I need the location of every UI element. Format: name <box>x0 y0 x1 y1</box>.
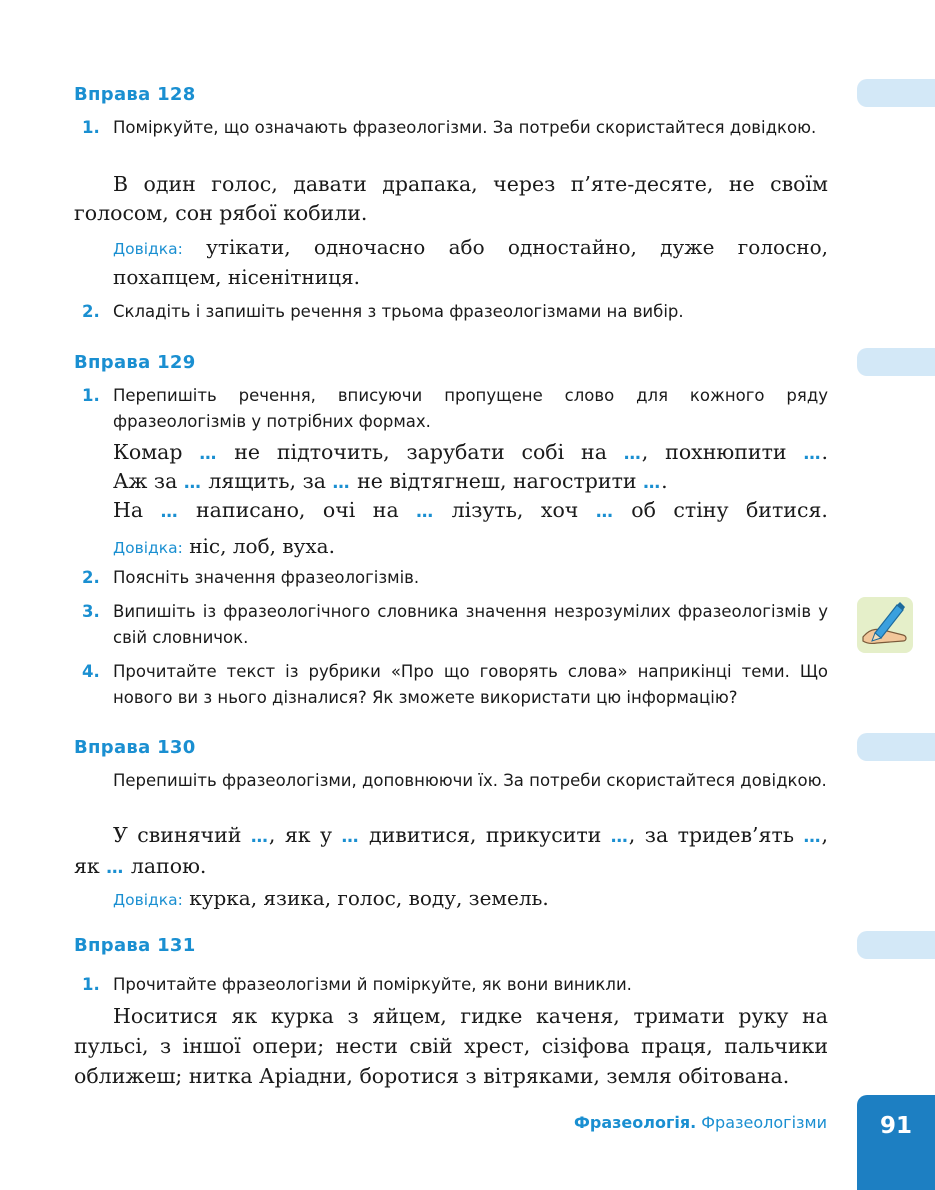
task-number: 2. <box>82 568 100 587</box>
blank-dots: … <box>250 827 269 847</box>
blank-dots: … <box>803 827 822 847</box>
blank-dots: … <box>106 858 125 878</box>
blank-dots: … <box>803 444 822 464</box>
blank-dots: … <box>610 827 629 847</box>
task-number: 4. <box>82 662 100 681</box>
blank-dots: … <box>623 444 642 464</box>
phrase-part: Комар <box>113 440 183 464</box>
task-item <box>74 659 828 711</box>
task-item <box>74 972 828 998</box>
task-text: Перепишіть фразеологізми, доповнюючи їх. За потреби скористайтеся довідкою. <box>113 771 827 790</box>
blank-dots: … <box>332 473 351 493</box>
exercise-title: Вправа 130 <box>74 737 196 758</box>
phrase-part: , за тридев’ять <box>628 823 794 847</box>
phrase-part: не відтягнеш, нагострити <box>357 469 637 493</box>
phrase-part: . <box>821 440 828 464</box>
phrase-paragraph: В один голос, давати драпака, через п’яте-десяте, не своїм голосом, сон рябої кобили. <box>74 172 828 225</box>
phrase-part: об стіну битися. <box>631 498 828 522</box>
phrase-paragraph: Носитися як курка з яйцем, гидке каченя, тримати руку на пульсі, з іншої опери; нести свій хрест, сізіфова праця, пальчики оближеш; нитка Аріадни, боротися з вітряками, земля обітована. <box>74 1004 828 1088</box>
task-item <box>74 768 828 794</box>
task-item <box>74 599 828 651</box>
task-item <box>74 115 828 141</box>
phrase-part: лящить, за <box>208 469 326 493</box>
phrase-paragraph <box>74 821 828 883</box>
running-footer <box>574 1113 827 1132</box>
task-item <box>74 565 828 591</box>
blank-dots: … <box>341 827 360 847</box>
phrase-part: , як <box>74 823 828 878</box>
phrase-line <box>113 467 828 498</box>
blank-dots: … <box>199 444 218 464</box>
task-text: Випишіть із фразеологічного словника значення незрозумілих фразеологізмів у свій словничок. <box>113 602 828 647</box>
task-number: 1. <box>82 975 100 994</box>
phrase-line <box>113 438 828 469</box>
phrase-part: Аж за <box>113 469 178 493</box>
reference-block <box>113 532 828 562</box>
page-number: 91 <box>857 1095 935 1190</box>
side-tab <box>857 348 935 376</box>
task-number: 1. <box>82 118 100 137</box>
task-number: 3. <box>82 602 100 621</box>
exercise-title: Вправа 128 <box>74 84 196 105</box>
side-tab <box>857 79 935 107</box>
phrase-part: , похнюпити <box>641 440 787 464</box>
blank-dots: … <box>416 502 435 522</box>
task-text: Прочитайте фразеологізми й поміркуйте, як вони виникли. <box>113 975 632 994</box>
phrase-part: . <box>661 469 668 493</box>
task-item <box>74 299 828 325</box>
blank-dots: … <box>160 502 179 522</box>
task-number: 1. <box>82 386 100 405</box>
phrase-part: На <box>113 498 144 522</box>
reference-text: утікати, одночасно або одностайно, дуже голосно, похапцем, нісенітниця. <box>113 235 828 289</box>
task-text: Перепишіть речення, вписуючи пропущене слово для кожного ряду фразеологізмів у потрібних формах. <box>113 386 828 431</box>
blank-dots: … <box>595 502 614 522</box>
blank-dots: … <box>643 473 662 493</box>
side-tab <box>857 931 935 959</box>
footer-section: Фразеологія. <box>574 1113 697 1132</box>
reference-block <box>113 233 828 291</box>
task-number: 2. <box>82 302 100 321</box>
pencil-hand-icon <box>857 597 913 653</box>
phrase-part: У свинячий <box>113 823 242 847</box>
phrase-part: лізуть, хоч <box>451 498 579 522</box>
reference-block <box>113 884 828 914</box>
phrase-part: , як у <box>268 823 333 847</box>
reference-label: Довідка: <box>113 891 183 909</box>
phrase-line <box>113 496 828 527</box>
task-text: Прочитайте текст із рубрики «Про що говорять слова» наприкінці теми. Що нового ви з нього дізналися? Як зможете використати цю інформацію? <box>113 662 828 707</box>
task-text: Поміркуйте, що означають фразеологізми. За потреби скористайтеся довідкою. <box>113 118 817 137</box>
blank-dots: … <box>183 473 202 493</box>
exercise-title: Вправа 129 <box>74 352 196 373</box>
exercise-title: Вправа 131 <box>74 935 196 956</box>
phrase-part: не підточить, зарубати собі на <box>234 440 607 464</box>
phrase-part: лапою. <box>130 854 207 878</box>
reference-label: Довідка: <box>113 539 183 557</box>
reference-text: курка, язика, голос, воду, земель. <box>189 886 549 910</box>
task-item <box>74 383 828 435</box>
task-text: Складіть і запишіть речення з трьома фразеологізмами на вибір. <box>113 302 684 321</box>
footer-topic: Фразеологізми <box>701 1113 827 1132</box>
side-tab <box>857 733 935 761</box>
reference-label: Довідка: <box>113 240 183 258</box>
phrase-part: дивитися, прикусити <box>369 823 602 847</box>
task-text: Поясніть значення фразеологізмів. <box>113 568 420 587</box>
reference-text: ніс, лоб, вуха. <box>189 534 335 558</box>
phrase-part: написано, очі на <box>196 498 399 522</box>
